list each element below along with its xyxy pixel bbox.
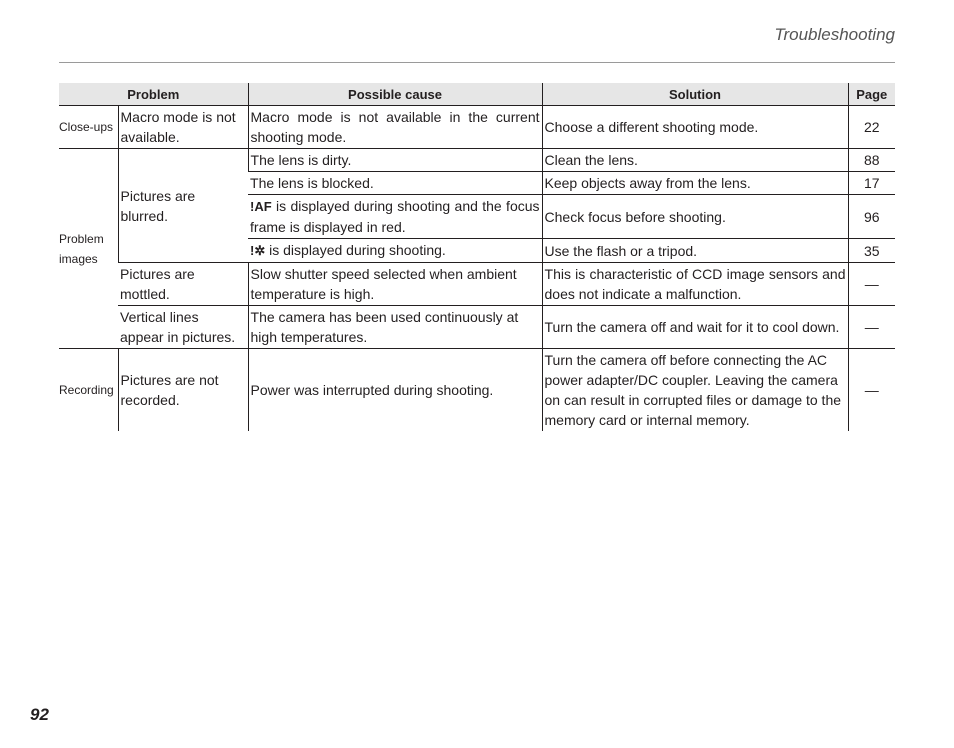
category-recording: Recording [59,383,114,397]
cause-cell: Macro mode is not available in the current shooting mode. [248,106,542,149]
page-cell: 96 [848,195,895,239]
solution-cell: Use the flash or a tripod. [542,239,848,263]
table-row [59,349,895,432]
table-row [59,263,895,306]
problem-cell: Macro mode is not available. [118,106,248,149]
header-possible-cause: Possible cause [248,83,542,106]
problem-cell: Vertical lines appear in pictures. [118,306,248,349]
cause-cell: The lens is blocked. [248,172,542,195]
solution-cell: Turn the camera off and wait for it to cool down. [542,306,848,349]
solution-cell: Keep objects away from the lens. [542,172,848,195]
solution-cell: Choose a different shooting mode. [542,106,848,149]
category-problem-images: Problem images [59,149,118,349]
cause-cell: Slow shutter speed selected when ambient temperature is high. [248,263,542,306]
page-cell: — [848,263,895,306]
header-solution: Solution [542,83,848,106]
af-warning-icon: !AF [250,199,272,214]
table-header-row [59,83,895,106]
problem-cell: Pictures are not recorded. [118,349,248,432]
solution-cell: Clean the lens. [542,149,848,172]
troubleshooting-table [59,83,895,431]
page-number: 92 [30,705,49,724]
page-cell: — [848,306,895,349]
cause-text: is displayed during shooting. [269,242,446,258]
solution-cell: Check focus before shooting. [542,195,848,239]
table-row [59,106,895,149]
page-cell: — [848,349,895,432]
header-page: Page [848,83,895,106]
page-cell: 17 [848,172,895,195]
problem-cell: Pictures are mottled. [118,263,248,306]
camera-shake-warning-icon: !✲ [250,243,266,258]
cause-cell: The camera has been used continuously at high temperatures. [248,306,542,349]
page-cell: 88 [848,149,895,172]
problem-cell: Pictures are blurred. [118,149,248,263]
section-title: Troubleshooting [774,25,895,44]
cause-cell [248,239,542,263]
cause-cell [248,195,542,239]
solution-cell: Turn the camera off before connecting the AC power adapter/DC coupler. Leaving the camera on can result in corrupted files or damage to the memory card or internal memory. [542,349,848,432]
header-problem: Problem [59,83,248,106]
solution-cell: This is characteristic of CCD image sensors and does not indicate a malfunction. [542,263,848,306]
page-cell: 35 [848,239,895,263]
cause-cell: Power was interrupted during shooting. [248,349,542,432]
page-cell: 22 [848,106,895,149]
cause-text: is displayed during shooting and the focus frame is displayed in red. [250,198,540,235]
category-close-ups: Close-ups [59,106,118,149]
cause-cell: The lens is dirty. [248,149,542,172]
table-row [59,149,895,172]
table-row [59,306,895,349]
header-rule [59,62,895,63]
